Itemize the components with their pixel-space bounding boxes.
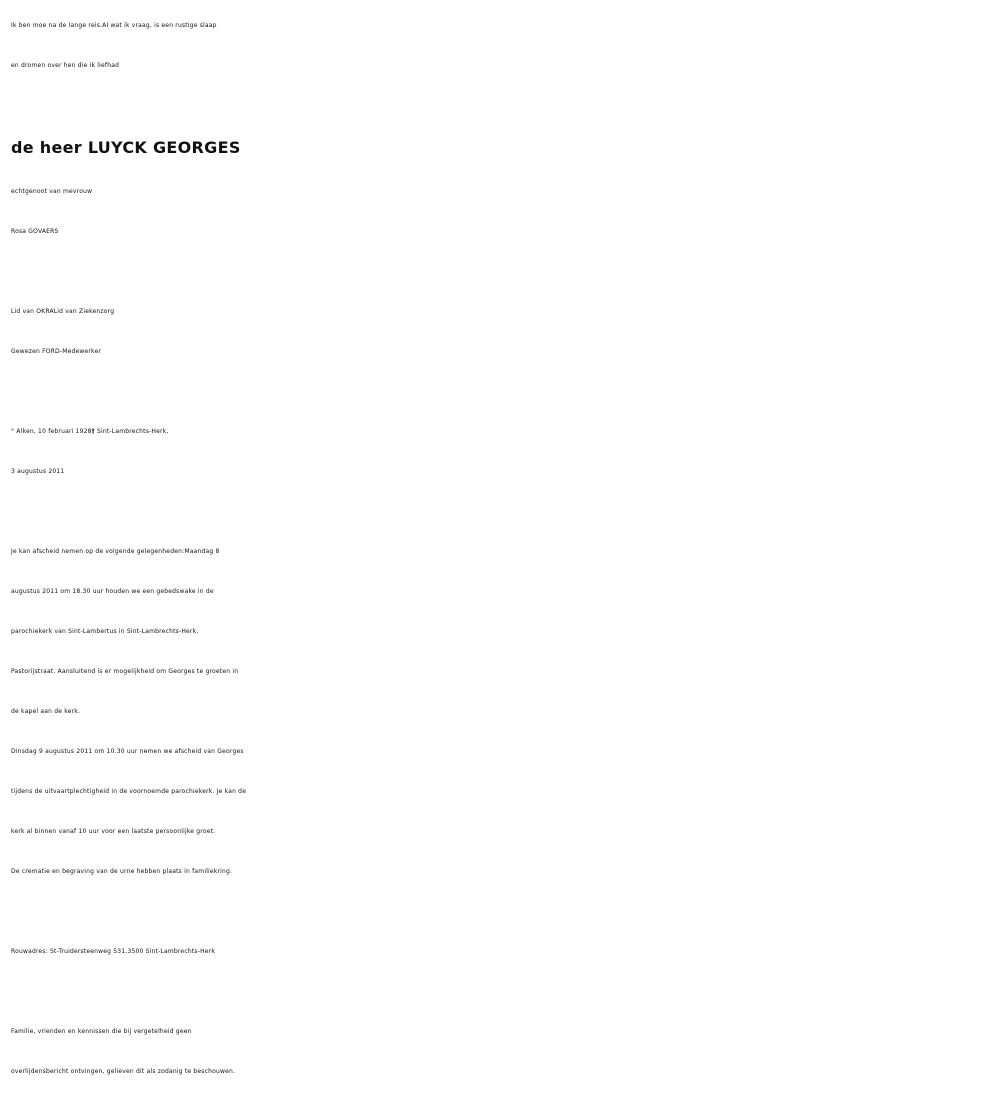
farewell-line-2: augustus 2011 om 18.30 uur houden we een gebedswake in de	[11, 588, 214, 595]
mourning-address: Rouwadres: St-Truidersteenweg 531,3500 Sint-Lambrechts-Herk	[11, 948, 216, 955]
farewell-line-9: De crematie en begraving van de urne hebben plaats in familiekring.	[11, 868, 233, 875]
death-place-text: Sint-Lambrechts-Herk,	[94, 428, 169, 435]
farewell-line-5: de kapel aan de kerk.	[11, 708, 80, 715]
farewell-line-4: Pastorijstraat. Aansluitend is er mogelijkheid om Georges te groeten in	[11, 668, 239, 675]
closing-line-2: overlijdensbericht ontvingen, gelieven dit als zodanig te beschouwen.	[11, 1068, 236, 1075]
spouse-line-2: Rosa GOVAERS	[11, 228, 59, 235]
motto-line-1: Ik ben moe na de lange reis.Al wat ik vraag, is een rustige slaap	[11, 22, 217, 29]
birth-text: ° Alken, 10 februari 1928	[11, 428, 92, 435]
membership-line-2: Gewezen FORD-Medewerker	[11, 348, 102, 355]
birth-death-line	[11, 412, 996, 452]
farewell-line-8: kerk al binnen vanaf 10 uur voor een laatste persoonlijke groet.	[11, 828, 216, 835]
motto-line-2: en dromen over hen die ik liefhad	[11, 62, 120, 69]
farewell-line-1: Je kan afscheid nemen op de volgende gelegenheden:Maandag 8	[11, 548, 220, 555]
spacer	[11, 892, 996, 932]
deceased-name-title: de heer LUYCK GEORGES	[11, 138, 241, 157]
spacer	[11, 372, 996, 412]
closing-line-1: Familie, vrienden en kennissen die bij vergetelheid geen	[11, 1028, 192, 1035]
farewell-line-6: Dinsdag 9 augustus 2011 om 10.30 uur nemen we afscheid van Georges	[11, 748, 244, 755]
spouse-line-1: echtgenoot van mevrouw	[11, 188, 93, 195]
spacer	[11, 972, 996, 1012]
spacer	[11, 252, 996, 292]
farewell-line-3: parochiekerk van Sint-Lambertus in Sint-Lambrechts-Herk,	[11, 628, 199, 635]
death-date-text: 3 augustus 2011	[11, 468, 65, 475]
cross-icon: †	[91, 428, 95, 435]
membership-line-1: Lid van OKRALid van Ziekenzorg	[11, 308, 115, 315]
death-notice	[11, 6, 996, 1092]
spacer	[11, 492, 996, 532]
farewell-line-7: tijdens de uitvaartplechtigheid in de voornoemde parochiekerk. Je kan de	[11, 788, 247, 795]
